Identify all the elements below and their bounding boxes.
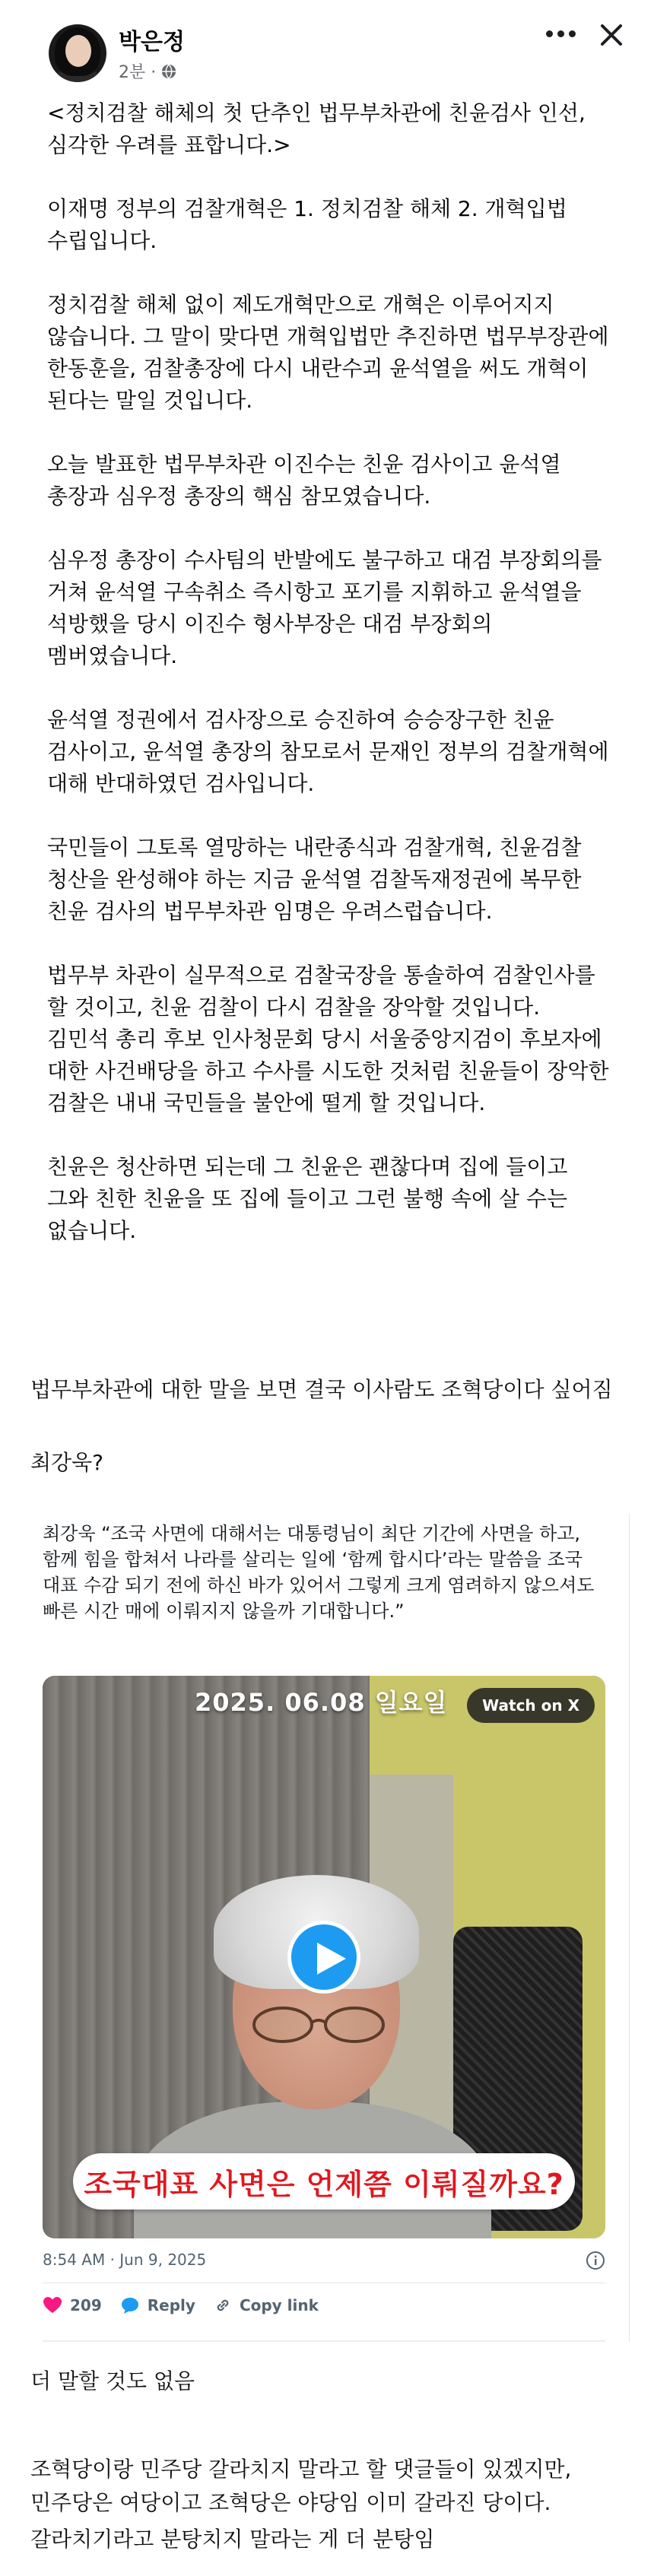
post-paragraph: 국민들이 그토록 열망하는 내란종식과 검찰개혁, 친윤검찰 청산을 완성해야 하는 지금 윤석열 검찰독재정권에 복무한 친윤 검사의 법무부차관 임명은 우려스럽습니다. xyxy=(47,835,589,924)
link-icon xyxy=(214,2296,232,2314)
commentary-text: 더 말할 것도 없음 xyxy=(30,2368,195,2394)
play-button[interactable] xyxy=(287,1921,360,1994)
like-button[interactable] xyxy=(43,2296,102,2314)
commentary-text: 법무부차관에 대한 말을 보면 결국 이사람도 조혁당이다 싶어짐 xyxy=(30,1377,613,1402)
reply-button[interactable] xyxy=(120,2296,195,2314)
post-meta xyxy=(119,59,177,83)
embedded-x-post[interactable] xyxy=(27,1513,630,2342)
video-player[interactable] xyxy=(43,1676,605,2238)
heart-icon xyxy=(43,2296,62,2314)
commentary-text: 조혁당이랑 민주당 갈라치지 말라고 할 댓글들이 있겠지만, 민주당은 여당이고 조혁당은 야당임 이미 갈라진 당이다. xyxy=(30,2457,572,2515)
info-icon[interactable] xyxy=(586,2251,605,2270)
author-name[interactable]: 박은정 xyxy=(119,29,185,56)
post-paragraph: 정치검찰 해체 없이 제도개혁만으로 개혁은 이루어지지 않습니다. 그 말이 맞다면 개혁입법만 추진하면 법무부장관에 한동훈을, 검찰총장에 다시 내란수괴 윤석열을 써도 개혁이 된다는 말일 것입니다. xyxy=(47,292,616,413)
post-paragraph: 법무부 차관이 실무적으로 검찰국장을 통솔하여 검찰인사를 할 것이고, 친윤 검찰이 다시 검찰을 장악할 것입니다. xyxy=(47,963,602,1020)
avatar[interactable] xyxy=(49,24,106,82)
post-paragraph: 오늘 발표한 법무부차관 이진수는 친윤 검사이고 윤석열 총장과 심우정 총장의 핵심 참모였습니다. xyxy=(47,452,568,509)
close-icon[interactable] xyxy=(596,20,627,50)
post-paragraph: 친윤은 청산하면 되는데 그 친윤은 괜찮다며 집에 들이고 그와 친한 친윤을 또 집에 들이고 그런 불행 속에 살 수는 없습니다. xyxy=(47,1154,575,1243)
video-date: 2025. 06.08 일요일 xyxy=(195,1688,448,1717)
x-post-actions xyxy=(43,2296,319,2314)
commentary-text: 최강욱? xyxy=(30,1450,104,1475)
commentary-text: 갈라치기라고 분탕치지 말라는 게 더 분탕임 xyxy=(30,2527,435,2552)
copy-link-label: Copy link xyxy=(239,2296,319,2314)
post-paragraph: 김민석 총리 후보 인사청문회 당시 서울중앙지검이 후보자에 대한 사건배당을 하고 수사를 시도한 것처럼 친윤들이 장악한 검찰은 내내 국민들을 불안에 떨게 할 것입니다. xyxy=(47,1026,616,1115)
post-header xyxy=(0,0,654,91)
video-subtitle: 조국대표 사면은 언제쯤 이뤄질까요? xyxy=(73,2153,575,2210)
reply-icon xyxy=(120,2296,140,2314)
play-icon xyxy=(314,1941,348,1976)
watch-on-x-button[interactable]: Watch on X xyxy=(467,1688,595,1723)
post-body xyxy=(47,97,616,1279)
post-paragraph: 심우정 총장이 수사팀의 반발에도 불구하고 대검 부장회의를 거쳐 윤석열 구속취소 즉시항고 포기를 지휘하고 윤석열을 석방했을 당시 이진수 형사부장은 대검 부장회의 멤버였습니다. xyxy=(47,547,609,668)
x-post-text: 최강욱 “조국 사면에 대해서는 대통령님이 최단 기간에 사면을 하고, 함께 힘을 합쳐서 나라를 살리는 일에 ‘함께 합시다’라는 말씀을 조국 대표 수감 되기 전에 하신 바가 있어서 그렇게 크게 염려하지 않으셔도 빠른 시간 매에 이뤄지지 않을까 기대합니다.” xyxy=(43,1523,595,1622)
globe-icon xyxy=(160,63,177,80)
post-paragraph: <정치검찰 해체의 첫 단추인 법무부차관에 친윤검사 인선, 심각한 우려를 표합니다.> xyxy=(47,100,592,157)
post-time[interactable]: 2분 · xyxy=(119,63,157,82)
divider xyxy=(43,2340,605,2342)
post-paragraph: 윤석열 정권에서 검사장으로 승진하여 승승장구한 친윤 검사이고, 윤석열 총장의 참모로서 문재인 정부의 검찰개혁에 대해 반대하였던 검사입니다. xyxy=(47,707,616,796)
reply-label: Reply xyxy=(147,2296,195,2314)
x-post-timestamp[interactable]: 8:54 AM · Jun 9, 2025 xyxy=(43,2251,207,2269)
more-icon[interactable] xyxy=(546,30,576,40)
like-count: 209 xyxy=(70,2296,102,2314)
copy-link-button[interactable] xyxy=(214,2296,319,2314)
post-paragraph: 이재명 정부의 검찰개혁은 1. 정치검찰 해체 2. 개혁입법 수립입니다. xyxy=(47,196,574,253)
